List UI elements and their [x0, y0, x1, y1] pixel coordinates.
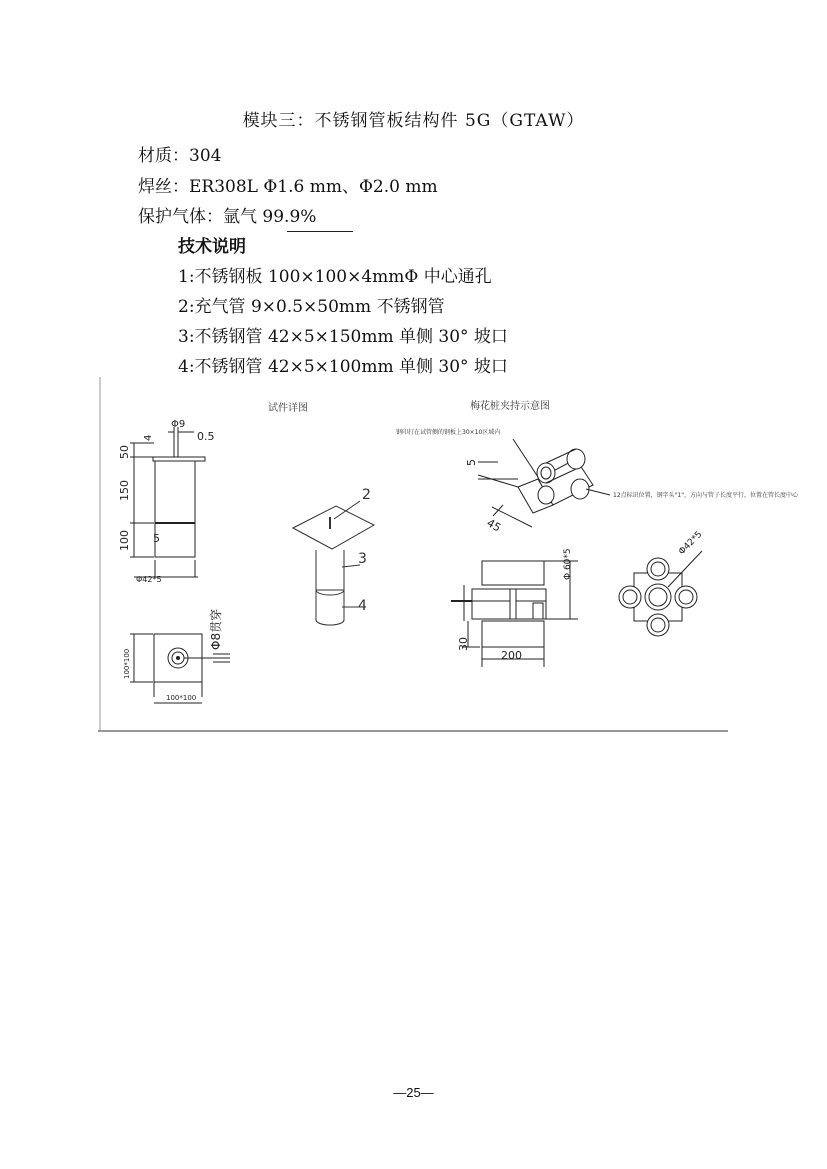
- technical-drawing: [98, 377, 798, 733]
- note-mark-12: 12点标识位置，钢字头"1"，方向与管子长度平行，位置在管长度中心: [613, 492, 798, 499]
- dim-phi42-b: Φ42*5: [677, 529, 705, 558]
- dim-100: 100: [118, 530, 131, 551]
- dim-phi8: Φ8贯穿: [209, 608, 223, 650]
- wire-line: 焊丝：ER308L Φ1.6 mm、Φ2.0 mm: [138, 177, 438, 197]
- clamp-isometric: [478, 439, 610, 527]
- page-number: —25—: [393, 1085, 434, 1100]
- dim-150: 150: [118, 480, 131, 501]
- dim-45: 45: [484, 516, 504, 535]
- elevation-view: [130, 427, 205, 577]
- drawing-title-right: 梅花桩夹持示意图: [470, 401, 550, 412]
- part-label-2: 2: [362, 487, 371, 503]
- clamp-front-view: [619, 551, 702, 636]
- drawing-title-left: 试件详图: [268, 403, 308, 414]
- dim-5-a: 5: [153, 532, 160, 545]
- page-title: 模块三：不锈钢管板结构件 5G（GTAW）: [242, 111, 585, 131]
- dim-30: 30: [457, 637, 470, 651]
- tech-item: 2:充气管 9×0.5×50mm 不锈钢管: [178, 297, 445, 317]
- dim-phi60: Φ 60*5: [563, 548, 573, 580]
- dim-100x100-h: 100*100: [166, 694, 197, 702]
- dim-4: 4: [143, 434, 154, 441]
- part-label-3: 3: [358, 551, 367, 567]
- dim-200: 200: [501, 649, 522, 662]
- dim-0-5: 0.5: [197, 430, 215, 443]
- dim-5-b: 5: [465, 459, 478, 466]
- tech-heading: 技术说明: [178, 237, 246, 257]
- gas-underline: [287, 231, 353, 232]
- note-stamp: 钢印打在试管侧的钢板上30×10区域内: [396, 429, 501, 436]
- tech-item: 4:不锈钢管 42×5×100mm 单侧 30° 坡口: [178, 357, 508, 377]
- dim-100x100-v: 100*100: [123, 648, 131, 679]
- dim-phi9: Φ9: [171, 419, 186, 430]
- tech-item: 1:不锈钢板 100×100×4mmΦ 中心通孔: [178, 267, 492, 287]
- tech-item: 3:不锈钢管 42×5×150mm 单侧 30° 坡口: [178, 327, 508, 347]
- dim-50: 50: [118, 445, 131, 459]
- material-line: 材质：304: [138, 146, 222, 166]
- gas-line: 保护气体：氩气 99.9%: [138, 207, 317, 227]
- dim-phi42: Φ42*5: [136, 575, 162, 584]
- part-label-4: 4: [358, 598, 367, 614]
